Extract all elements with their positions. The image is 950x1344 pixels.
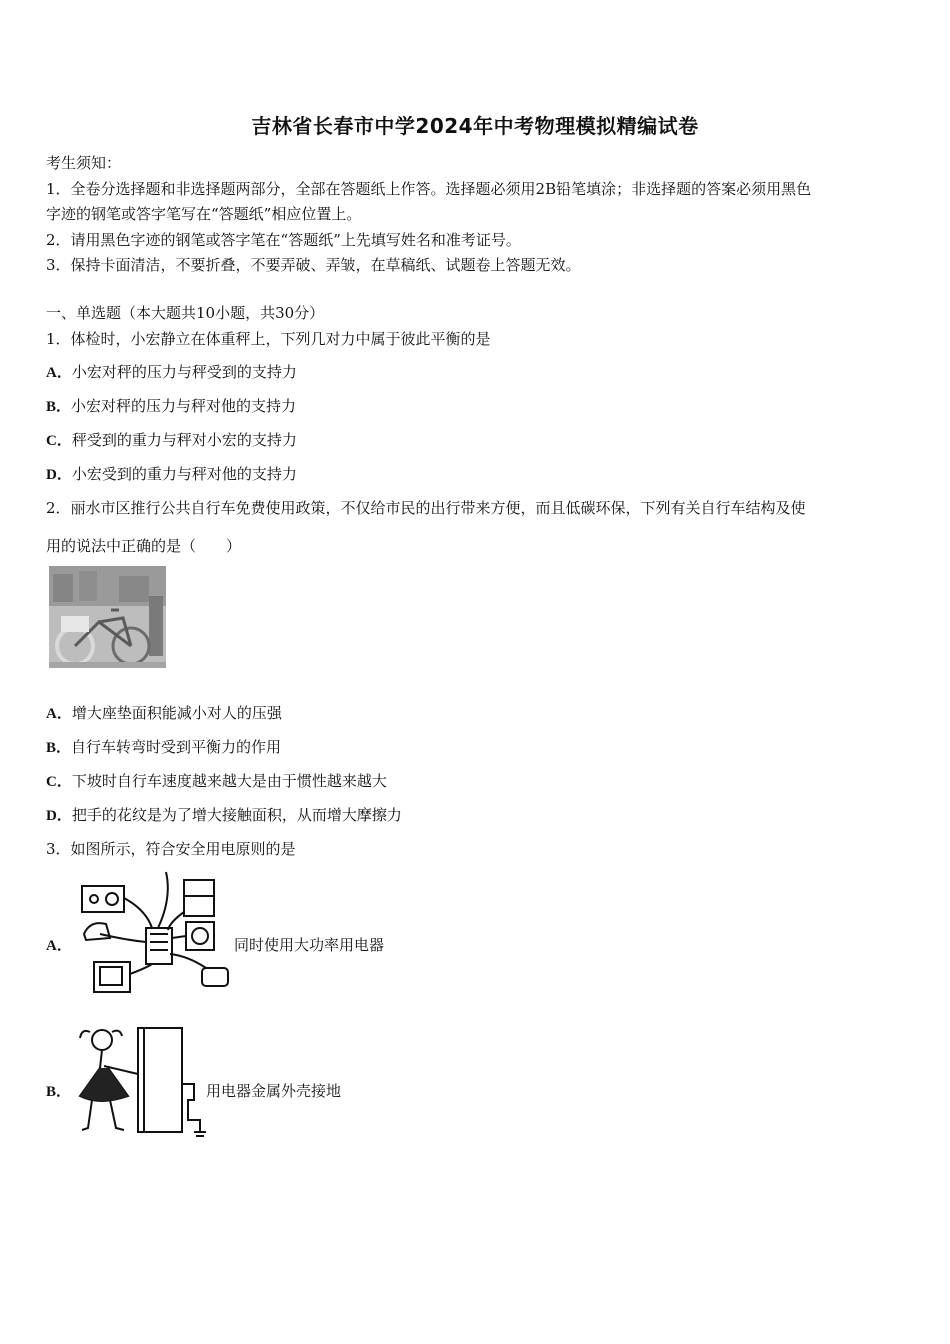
page-title: 吉林省长春市中学2024年中考物理模拟精编试卷	[251, 114, 699, 138]
question-1-option-c	[46, 429, 297, 450]
option-label: A．	[46, 365, 72, 381]
option-label: B．	[46, 399, 72, 415]
notice-label: 考生须知：	[46, 154, 122, 172]
question-2-option-d	[46, 804, 402, 825]
option-label: C．	[46, 433, 72, 449]
notice-item-1: 1．全卷分选择题和非选择题两部分，全部在答题纸上作答。选择题必须用2B铅笔填涂；非选择题的答案必须用黑色	[46, 180, 812, 198]
option-label: D．	[46, 467, 72, 483]
grounded-appliance-illustration	[76, 1024, 210, 1140]
question-1-stem: 1．体检时，小宏静立在体重秤上，下列几对力中属于彼此平衡的是	[46, 330, 491, 348]
question-3-option-b-text: 用电器金属外壳接地	[206, 1082, 342, 1100]
option-text: 下坡时自行车速度越来越大是由于惯性越来越大	[71, 772, 387, 790]
option-text: 把手的花纹是为了增大接触面积，从而增大摩擦力	[71, 806, 402, 824]
option-label: A．	[46, 706, 72, 722]
question-2-option-b	[46, 736, 281, 757]
question-1-option-a	[46, 361, 297, 382]
option-label: D．	[46, 808, 72, 824]
option-label: B．	[46, 740, 72, 756]
question-3-option-a-label: A．	[46, 938, 72, 954]
question-2-stem: 2．丽水市区推行公共自行车免费使用政策，不仅给市民的出行带来方便，而且低碳环保，下列有关自行车结构及使	[46, 499, 806, 517]
question-3-option-a-text: 同时使用大功率用电器	[234, 936, 385, 954]
option-text: 自行车转弯时受到平衡力的作用	[71, 738, 282, 756]
section-heading: 一、单选题（本大题共10小题，共30分）	[46, 304, 325, 322]
notice-item-3: 3．保持卡面清洁，不要折叠，不要弄破、弄皱，在草稿纸、试题卷上答题无效。	[46, 256, 581, 274]
option-text: 增大座垫面积能减小对人的压强	[71, 704, 282, 722]
question-1-option-d	[46, 463, 297, 484]
notice-item-2: 2．请用黑色字迹的钢笔或答字笔在“答题纸”上先填写姓名和准考证号。	[46, 231, 521, 249]
option-text: 小宏受到的重力与秤对他的支持力	[71, 465, 297, 483]
question-1-option-b	[46, 395, 296, 416]
question-2-stem-continued: 用的说法中正确的是（ ）	[46, 537, 242, 555]
option-label: C．	[46, 774, 72, 790]
question-3-option-b-label: B．	[46, 1084, 72, 1100]
option-text: 小宏对秤的压力与秤受到的支持力	[71, 363, 297, 381]
bicycle-photo	[49, 566, 166, 668]
question-2-option-a	[46, 702, 282, 723]
notice-item-1-continued: 字迹的钢笔或答字笔写在“答题纸”相应位置上。	[46, 205, 362, 223]
overloaded-socket-illustration	[76, 868, 234, 1000]
option-text: 秤受到的重力与秤对小宏的支持力	[71, 431, 297, 449]
question-2-option-c	[46, 770, 387, 791]
question-3-stem: 3．如图所示，符合安全用电原则的是	[46, 840, 296, 858]
option-text: 小宏对秤的压力与秤对他的支持力	[71, 397, 297, 415]
